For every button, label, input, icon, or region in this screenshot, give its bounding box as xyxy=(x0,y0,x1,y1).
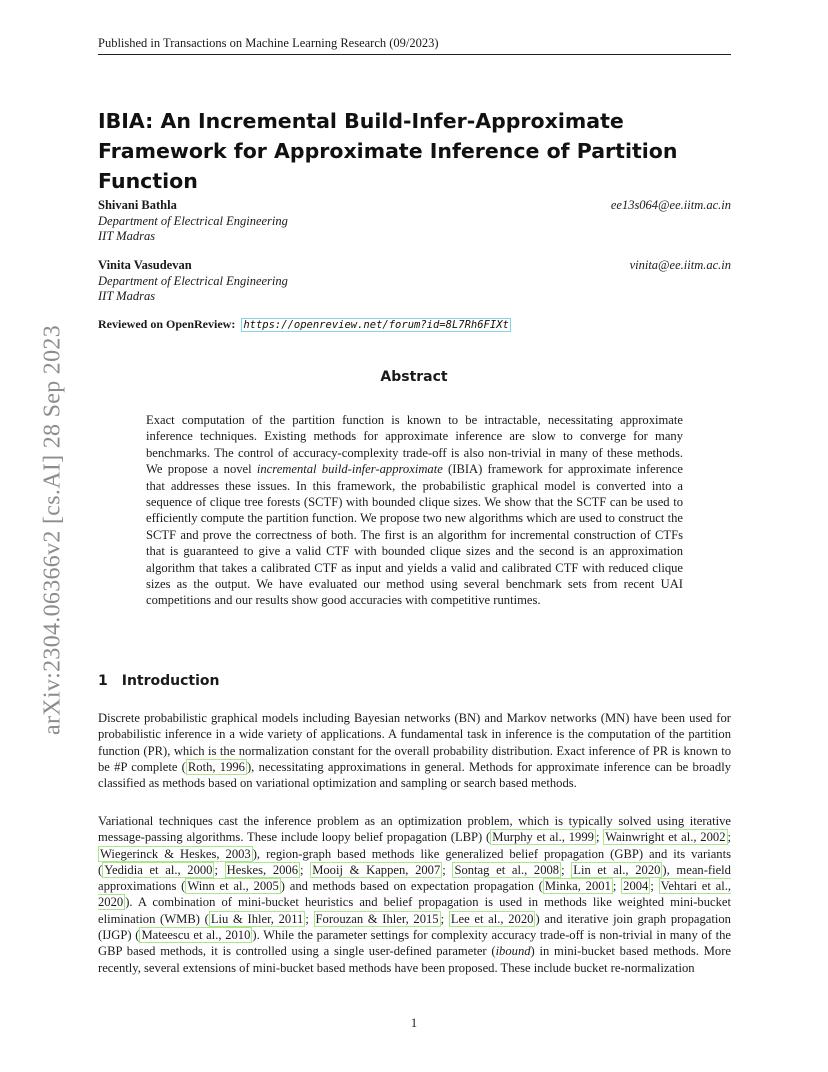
citation-link[interactable]: Wiegerinck & Heskes, 2003 xyxy=(100,846,251,861)
author-institution: IIT Madras xyxy=(98,289,156,303)
citation-link[interactable]: Roth, 1996 xyxy=(187,759,245,774)
citation-link[interactable]: Winn et al., 2005 xyxy=(187,879,279,894)
page-number: 1 xyxy=(410,1016,418,1030)
author-department: Department of Electrical Engineering xyxy=(98,273,288,288)
citation-link[interactable]: Lee et al., 2020 xyxy=(450,911,534,926)
section-title: Introduction xyxy=(121,673,220,689)
citation-link[interactable]: Forouzan & Ihler, 2015 xyxy=(315,911,439,926)
citation-link[interactable]: Murphy et al., 1999 xyxy=(492,830,594,845)
citation-link[interactable]: Lin et al., 2020 xyxy=(573,862,661,877)
author-email[interactable]: vinita@ee.iitm.ac.in xyxy=(629,258,731,272)
section-heading-introduction xyxy=(98,673,220,689)
abstract-heading: Abstract xyxy=(380,369,448,385)
reviewed-label: Reviewed on OpenReview: xyxy=(98,317,236,331)
author-department: Department of Electrical Engineering xyxy=(98,213,288,228)
abstract-text: Exact computation of the partition function is known to be intractable, necessitating approximate inference techniques. Existing methods for approximate inference are slow to converge for many benchmarks. The control of accuracy-complexity trade-off is also non-trivial in many of these methods. We propose a novel incremental build-infer-approximate (IBIA) framework for approximate inference that addresses these issues. In this framework, the probabilistic graphical model is converted into a sequence of clique tree forests (SCTF) with bounded clique sizes. We show that the SCTF can be used to efficiently compute the partition function. We propose two new algorithms which are used to construct the SCTF and prove the correctness of both. The first is an algorithm for incremental construction of CTFs that is guaranteed to give a valid CTF with bounded clique sizes and the second is an approximation algorithm that takes a calibrated CTF as input and yields a valid and calibrated CTF with reduced clique sizes as the output. We have evaluated our method using several benchmark sets from recent UAI competitions and our results show good accuracies with competitive runtimes. xyxy=(146,413,683,608)
author-name: Shivani Bathla xyxy=(98,198,177,212)
citation-link[interactable]: Mateescu et al., 2010 xyxy=(141,928,251,943)
journal-header: Published in Transactions on Machine Learning Research (09/2023) xyxy=(98,36,731,55)
author-institution: IIT Madras xyxy=(98,229,156,243)
openreview-line xyxy=(98,317,511,332)
citation-link[interactable]: Minka, 2001 xyxy=(544,879,611,894)
citation-link[interactable]: Wainwright et al., 2002 xyxy=(605,830,726,845)
citation-link[interactable]: Liu & Ihler, 2011 xyxy=(210,911,304,926)
citation-link[interactable]: Vehtari et al., 2020 xyxy=(98,879,732,910)
author-block-2 xyxy=(98,258,731,305)
abstract-emphasis: incremental build-infer-approximate xyxy=(256,462,443,477)
citation-link[interactable]: Sontag et al., 2008 xyxy=(454,862,560,877)
citation-link[interactable]: Heskes, 2006 xyxy=(226,862,299,877)
intro-paragraph-1: Discrete probabilistic graphical models including Bayesian networks (BN) and Markov networks (MN) have been used for probabilistic inference in a wide variety of applications. A fundamental task in inference is the computation of the partition function (PR), which is the normalization constant for the overall probability distribution. Exact inference of PR is known to be #P complete ( Roth, 1996 ), necessitating approximations in general. Methods for approximate inference can be broadly classified as methods based on variational optimization and sampling or search based methods. xyxy=(98,711,731,791)
author-name: Vinita Vasudevan xyxy=(98,258,192,272)
inline-emphasis: ibound xyxy=(495,944,531,959)
intro-paragraph-2: Variational techniques cast the inference problem as an optimization problem, which is typically solved using iterative message-passing algorithms. These include loopy belief propagation (LBP) ( Murphy et al., 1999 ; Wainwright et al., 2002 ; Wiegerinck & Heskes, 2003 ), region-graph based methods like generalized belief propagation (GBP) and its variants ( Yedidia et al., 2000 ; Heskes, 2006 ; Mooij & Kappen, 2007 ; Sontag et al., 2008 ; Lin et al., 2020 ), mean-field approximations ( Winn et al., 2005 ) and methods based on expectation propagation ( Minka, 2001 ; 2004 ; Vehtari et al., 2020 ). A combination of mini-bucket heuristics and belief propagation is used in methods like weighted mini-bucket elimination (WMB) ( Liu & Ihler, 2011 ; Forouzan & Ihler, 2015 ; Lee et al., 2020 ) and iterative join graph propagation (IJGP) ( Mateescu et al., 2010 ). While the parameter settings for complexity accuracy trade-off is non-trivial in many of the GBP based methods, it is controlled using a single user-defined parameter (ibound) in mini-bucket based methods. More recently, several extensions of mini-bucket based methods have been proposed. These include bucket re-normalization xyxy=(98,814,732,975)
citation-link[interactable]: 2004 xyxy=(623,879,649,894)
citation-link[interactable]: Yedidia et al., 2000 xyxy=(104,862,213,877)
author-block-1 xyxy=(98,198,731,245)
author-email[interactable]: ee13s064@ee.iitm.ac.in xyxy=(610,198,731,212)
arxiv-identifier-sidebar: arXiv:2304.06366v2 [cs.AI] 28 Sep 2023 xyxy=(39,324,66,736)
paper-title: IBIA: An Incremental Build-Infer-Approximate Framework for Approximate Inference of Partition Function xyxy=(98,109,678,193)
openreview-link[interactable]: https://openreview.net/forum?id=8L7Rh6FIXt xyxy=(243,319,509,331)
citation-link[interactable]: Mooij & Kappen, 2007 xyxy=(312,862,441,877)
section-number: 1 xyxy=(98,673,108,689)
